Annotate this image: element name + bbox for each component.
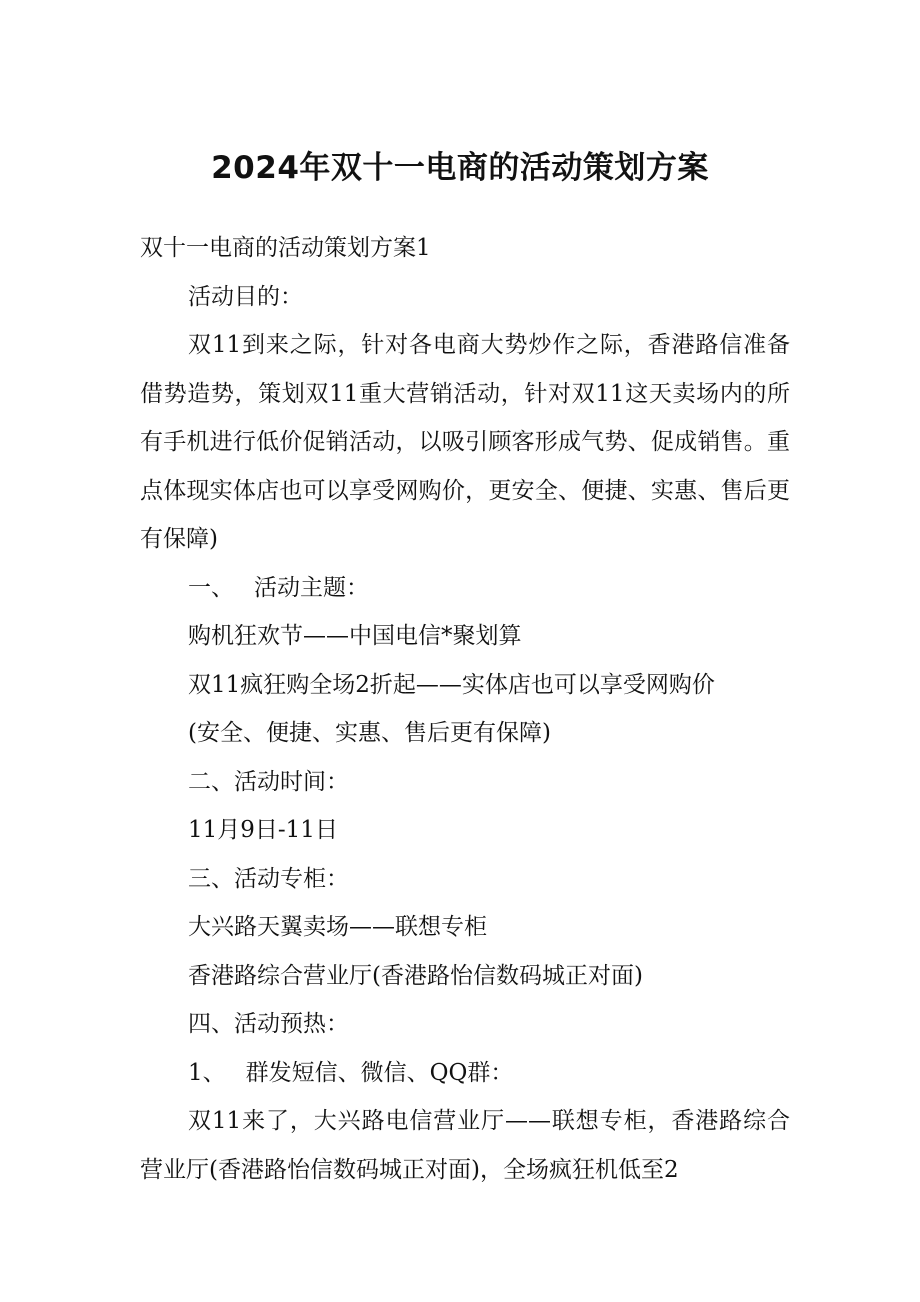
time-value: 11月9日-11日	[188, 817, 338, 843]
counter-item-1: 大兴路天翼卖场——联想专柜	[188, 914, 487, 940]
theme-line-2: 双11疯狂购全场2折起——实体店也可以享受网购价	[188, 671, 715, 698]
warmup-heading: 四、活动预热：	[188, 1011, 349, 1037]
theme-label: 活动主题：	[254, 574, 369, 601]
purpose-label: 活动目的：	[188, 283, 303, 310]
theme-line-1: 购机狂欢节——中国电信*聚划算	[188, 623, 522, 649]
document-title: 2024年双十一电商的活动策划方案	[211, 150, 709, 186]
warmup-item-1	[140, 1049, 790, 1098]
warmup-item-1-label: 群发短信、微信、QQ群：	[245, 1059, 514, 1086]
theme-line-3: (安全、便捷、实惠、售后更有保障)	[188, 720, 551, 746]
counters-heading: 三、活动专柜：	[188, 865, 349, 892]
time-heading: 二、活动时间：	[188, 768, 349, 795]
counter-item-2: 香港路综合营业厅(香港路怡信数码城正对面)	[188, 962, 643, 989]
purpose-paragraph: 双11到来之际，针对各电商大势炒作之际，香港路信准备借势造势，策划双11重大营销活动，针对双11这天卖场内的所有手机进行低价促销活动，以吸引顾客形成气势、促成销售。重点体现实体店也可以享受网购价，更安全、便捷、实惠、售后更有保障)	[140, 332, 790, 552]
theme-number: 一、	[188, 574, 234, 601]
theme-heading	[140, 564, 790, 613]
sms-text-paragraph: 双11来了，大兴路电信营业厅——联想专柜，香港路综合营业厅(香港路怡信数码城正对面)，全场疯狂机低至2	[140, 1108, 790, 1183]
warmup-item-1-number: 1、	[188, 1059, 226, 1086]
section-heading: 双十一电商的活动策划方案1	[140, 235, 431, 261]
document-body	[140, 224, 790, 1194]
